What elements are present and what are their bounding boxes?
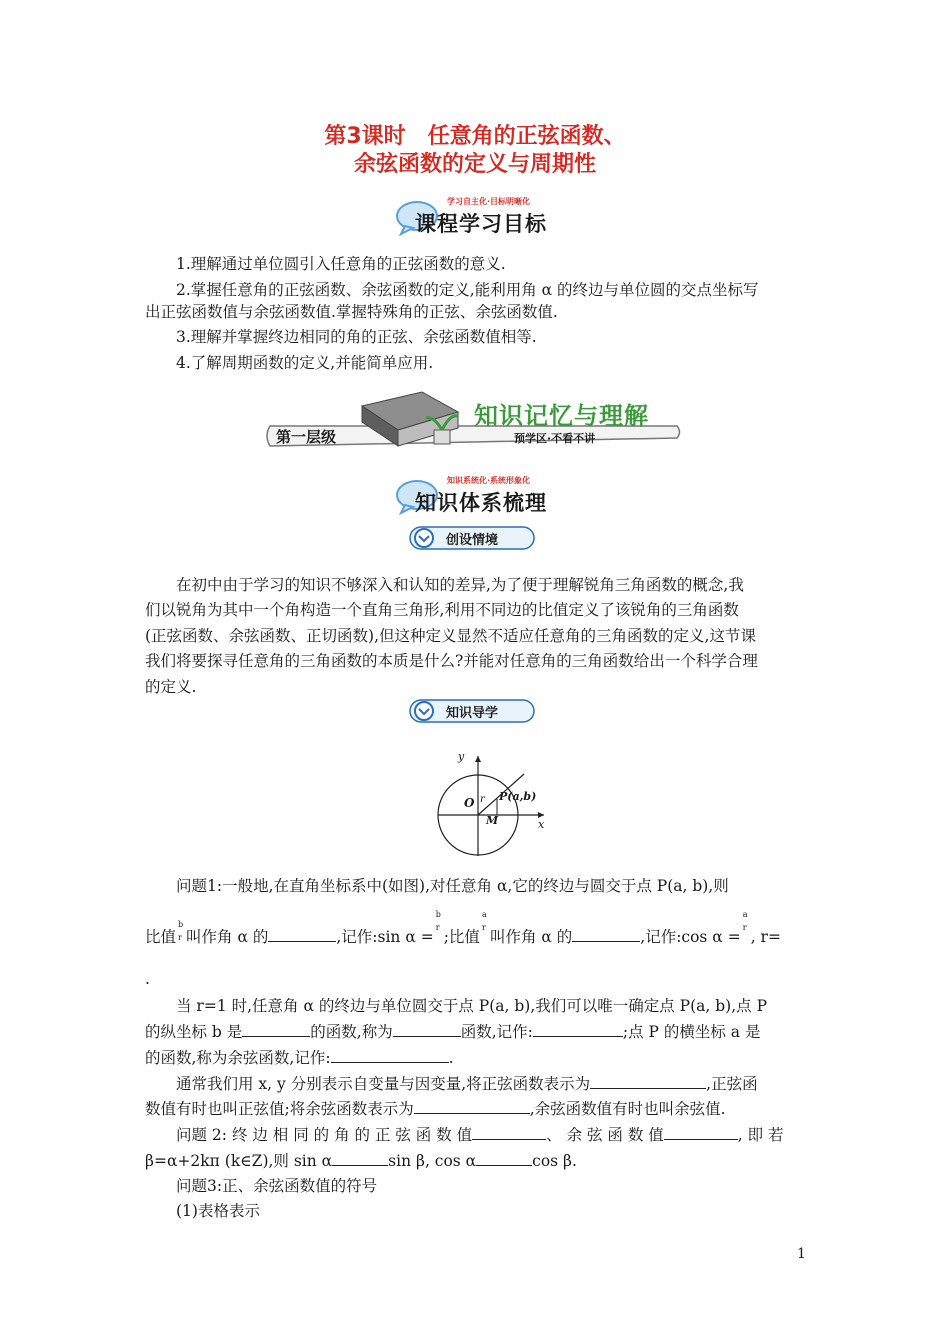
label-o: O bbox=[464, 796, 475, 810]
pill-label: 创设情境 bbox=[446, 533, 499, 548]
section-tag: 知识系统化·系统形象化 bbox=[447, 476, 531, 485]
text: 的函数,称为 bbox=[310, 1023, 393, 1041]
text: ,正弦函 bbox=[706, 1075, 758, 1093]
section-heading-system bbox=[395, 473, 565, 517]
blank[interactable] bbox=[331, 1046, 449, 1063]
text: β=α+2kπ (k∈Z),则 sin α bbox=[145, 1152, 333, 1170]
situation-line-4: 我们将要探寻任意角的三角函数的本质是什么?并能对任意角的三角函数给出一个科学合理 bbox=[145, 652, 758, 670]
chevron-icon bbox=[415, 702, 433, 720]
banner-level: 第一层级 bbox=[276, 428, 337, 446]
fraction-a-over-r: a r bbox=[742, 910, 748, 932]
label-y: y bbox=[458, 750, 465, 763]
goal-1: 1.理解通过单位圆引入任意角的正弦函数的意义. bbox=[176, 255, 506, 273]
blank[interactable] bbox=[332, 1149, 388, 1166]
label-x: x bbox=[538, 818, 545, 831]
text: 叫作角 α 的 bbox=[489, 928, 573, 946]
text: ,余弦函数值有时也叫余弦值. bbox=[529, 1100, 726, 1118]
text: , 即 若 bbox=[737, 1126, 784, 1144]
label-p: P(a,b) bbox=[499, 790, 537, 803]
blank[interactable] bbox=[414, 1097, 530, 1114]
blank[interactable] bbox=[590, 1072, 706, 1089]
section-first-char: 课 bbox=[415, 212, 437, 236]
text: ,记作:sin α = bbox=[336, 928, 434, 946]
situation-line-2: 们以锐角为其中一个角构造一个直角三角形,利用不同边的比值定义了该锐角的三角函数 bbox=[145, 601, 739, 619]
text: 的纵坐标 b 是 bbox=[145, 1023, 243, 1041]
text: ;比值 bbox=[443, 928, 480, 946]
pill-guide bbox=[408, 697, 538, 725]
goal-3: 3.理解并掌握终边相同的角的正弦、余弦函数值相等. bbox=[176, 328, 537, 346]
text: ,记作:cos α = bbox=[640, 928, 741, 946]
blank[interactable] bbox=[472, 1123, 546, 1140]
level-banner bbox=[262, 386, 686, 456]
q1-line-2 bbox=[145, 906, 781, 950]
page-title-line1: 第3课时 任意角的正弦函数、 bbox=[324, 124, 626, 149]
text: sin β, cos α bbox=[388, 1152, 477, 1170]
text: cos β. bbox=[532, 1152, 577, 1170]
blank[interactable] bbox=[242, 1020, 310, 1037]
q3-heading: 问题3:正、余弦函数值的符号 bbox=[176, 1177, 378, 1195]
goal-2-cont: 出正弦函数值与余弦函数值.掌握特殊角的正弦、余弦函数值. bbox=[145, 303, 558, 321]
pill-situation bbox=[408, 524, 538, 552]
section-first-char: 知 bbox=[415, 491, 437, 515]
text: , r= bbox=[750, 928, 781, 946]
label-r: r bbox=[480, 794, 485, 805]
section-tag: 学习自主化·目标明晰化 bbox=[447, 197, 531, 206]
text: 函数,记作: bbox=[460, 1023, 533, 1041]
text: 的函数,称为余弦函数,记作: bbox=[145, 1049, 331, 1067]
q1b-line-2 bbox=[145, 1019, 760, 1045]
page-title-line2: 余弦函数的定义与周期性 bbox=[353, 152, 596, 177]
section-title: 程学习目标 bbox=[437, 212, 547, 236]
q1-line-1: 问题1:一般地,在直角坐标系中(如图),对任意角 α,它的终边与圆交于点 P(a, b),则 bbox=[176, 877, 729, 895]
blank[interactable] bbox=[664, 1123, 738, 1140]
situation-line-1: 在初中由于学习的知识不够深入和认知的差异,为了便于理解锐角三角函数的概念,我 bbox=[176, 576, 744, 594]
text: . bbox=[448, 1049, 454, 1067]
text: 、 余 弦 函 数 值 bbox=[546, 1126, 664, 1144]
text: ;点 P 的横坐标 a 是 bbox=[622, 1023, 761, 1041]
section-heading-goals bbox=[395, 194, 565, 238]
blank-cosine-name[interactable] bbox=[572, 925, 640, 942]
q1b-line-3 bbox=[145, 1045, 454, 1071]
banner-subtitle: 预学区·不看不讲 bbox=[514, 432, 596, 445]
q3-subheading: (1)表格表示 bbox=[176, 1202, 260, 1220]
section-title: 识体系梳理 bbox=[437, 491, 547, 515]
blank[interactable] bbox=[533, 1020, 623, 1037]
banner-heading: 知识记忆与理解 bbox=[474, 402, 649, 430]
blank-sine-name[interactable] bbox=[268, 925, 336, 942]
fraction-a-over-r: a r bbox=[481, 910, 487, 932]
blank[interactable] bbox=[393, 1020, 461, 1037]
text: 叫作角 α 的 bbox=[186, 928, 269, 946]
q1b-line-1: 当 r=1 时,任意角 α 的终边与单位圆交于点 P(a, b),我们可以唯一确定点 P(a, b),点 P bbox=[176, 997, 768, 1015]
blank[interactable] bbox=[476, 1149, 532, 1166]
text: 问题 2: 终 边 相 同 的 角 的 正 弦 函 数 值 bbox=[176, 1126, 473, 1144]
label-m: M bbox=[486, 814, 499, 827]
situation-line-5: 的定义. bbox=[145, 678, 197, 696]
q2-line-1 bbox=[176, 1122, 784, 1148]
text: 数值有时也叫正弦值;将余弦函数表示为 bbox=[145, 1100, 414, 1118]
text: 比值 bbox=[145, 928, 177, 946]
goal-4: 4.了解周期函数的定义,并能简单应用. bbox=[176, 354, 434, 372]
text: 通常我们用 x, y 分别表示自变量与因变量,将正弦函数表示为 bbox=[176, 1075, 591, 1093]
goal-2: 2.掌握任意角的正弦函数、余弦函数的定义,能利用角 α 的终边与单位圆的交点坐标写 bbox=[176, 281, 759, 299]
q2-line-2 bbox=[145, 1148, 577, 1174]
q1-line-3: . bbox=[145, 970, 150, 988]
page-number: 1 bbox=[797, 1246, 806, 1262]
chevron-icon bbox=[415, 529, 433, 547]
situation-line-3: (正弦函数、余弦函数、正切函数),但这种定义显然不适应任意角的三角函数的定义,这节课 bbox=[145, 627, 756, 645]
unit-circle-figure bbox=[430, 748, 550, 860]
q1c-line-1 bbox=[176, 1071, 758, 1097]
pill-label: 知识导学 bbox=[446, 706, 499, 721]
fraction-b-over-r: b r bbox=[435, 910, 441, 932]
fraction-b-over-r: b r bbox=[178, 920, 184, 942]
q1c-line-2 bbox=[145, 1096, 726, 1122]
